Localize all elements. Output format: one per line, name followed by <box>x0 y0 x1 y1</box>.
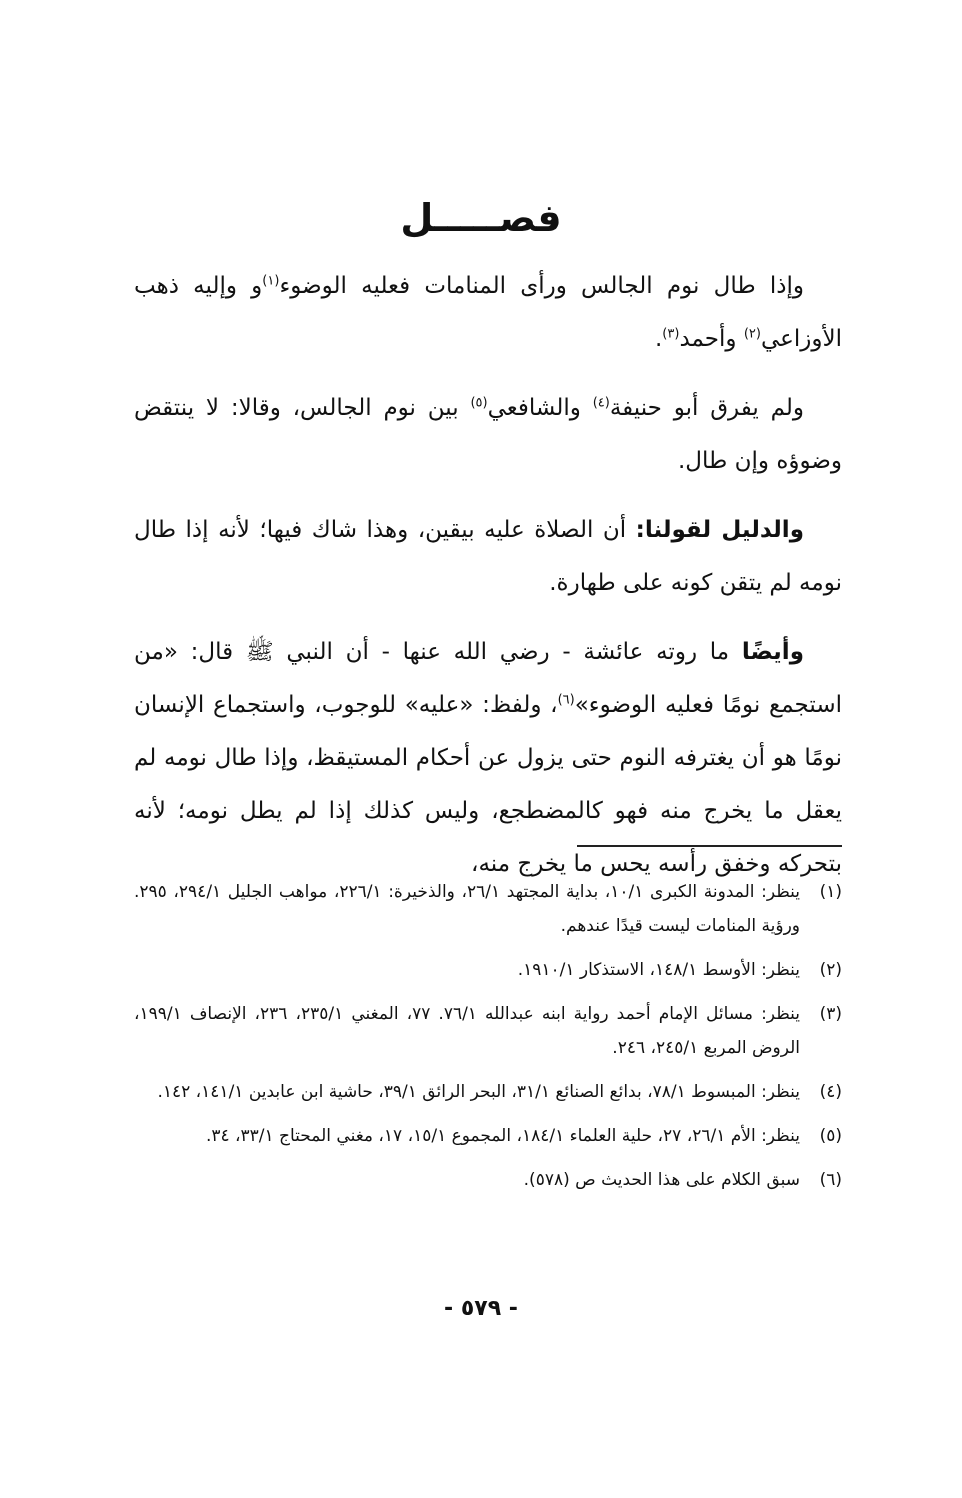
section-title: فصـــــل <box>400 196 562 240</box>
paragraph-2 <box>134 382 842 488</box>
paragraph-2-text-a: ولم يفرق أبو حنيفة <box>609 395 804 421</box>
footnote-ref-2: (٢) <box>743 326 761 342</box>
footnote-number: (٦) <box>819 1170 842 1190</box>
footnote-text: ينظر: الأم ٢٦/١، ٢٧، حلية العلماء ١٨٤/١، المجموع ١٥/١، ١٧، مغني المحتاج ٣٣/١، ٣٤. <box>205 1126 800 1146</box>
paragraph-1-text-d: . <box>654 326 663 352</box>
footnote-ref-6: (٦) <box>557 692 575 708</box>
footnotes <box>134 875 842 1207</box>
paragraph-2-text-c: بين نوم الجالس، وقالا: لا ينتقض وضوؤه وإن طال. <box>134 395 842 474</box>
paragraph-4-heading: وأيضًا <box>741 639 804 665</box>
paragraph-1-text-b: و وإليه ذهب الأوزاعي <box>134 273 842 352</box>
paragraph-3-text: أن الصلاة عليه بيقين، وهذا شاك فيها؛ لأنه إذا طال نومه لم يتقن كونه على طهارة. <box>134 517 842 596</box>
paragraph-3 <box>134 504 842 610</box>
paragraph-1-text-c: وأحمد <box>679 326 744 352</box>
paragraph-2-text-b: والشافعي <box>487 395 593 421</box>
footnote-text: ينظر: المبسوط ٧٨/١، بدائع الصنائع ٣١/١، البحر الرائق ٣٩/١، حاشية ابن عابدين ١٤١/١، ١٤٢. <box>157 1082 800 1102</box>
footnote-ref-5: (٥) <box>470 395 488 411</box>
footnote-4 <box>134 1075 842 1109</box>
footnote-ref-1: (١) <box>262 273 280 289</box>
footnote-number: (١) <box>819 882 842 902</box>
footnote-text: ينظر: الأوسط ١٤٨/١، الاستذكار ١٩١٠/١. <box>517 960 800 980</box>
footnote-number: (٥) <box>819 1126 842 1146</box>
paragraph-4-text-a: ما روته عائشة - رضي الله عنها - أن النبي ﷺ قال: «من استجمع نومًا فعليه الوضوء» <box>134 639 842 718</box>
paragraph-1-text-a: وإذا طال نوم الجالس ورأى المنامات فعليه الوضوء <box>279 273 804 299</box>
page-number: - ٥٧٩ - <box>444 1296 518 1321</box>
footnote-text: سبق الكلام على هذا الحديث ص (٥٧٨). <box>523 1170 800 1190</box>
footnote-number: (٣) <box>819 1004 842 1024</box>
footnote-1 <box>134 875 842 943</box>
footnote-text: ينظر: مسائل الإمام أحمد رواية ابنه عبدالله ٧٦/١. ٧٧، المغني ٢٣٥/١، ٢٣٦، الإنصاف ١٩٩/١، الروض المربع ٢٤٥/١، ٢٤٦. <box>134 1004 800 1058</box>
footnote-number: (٢) <box>819 960 842 980</box>
footnote-ref-4: (٤) <box>592 395 610 411</box>
footnote-number: (٤) <box>819 1082 842 1102</box>
footnote-2 <box>134 953 842 987</box>
footnote-ref-3: (٣) <box>662 326 680 342</box>
footnote-5 <box>134 1119 842 1153</box>
main-text <box>134 260 842 907</box>
footnote-6 <box>134 1163 842 1197</box>
footnote-separator <box>577 845 842 847</box>
paragraph-1 <box>134 260 842 366</box>
paragraph-3-heading: والدليل لقولنا: <box>635 517 804 543</box>
footnote-text: ينظر: المدونة الكبرى ١٠/١، بداية المجتهد ٢٦/١، والذخيرة: ٢٢٦/١، مواهب الجليل ٢٩٤/١، ٢٩٥. ورؤية المنامات ليست قيدًا عندهم. <box>134 882 801 936</box>
footnote-3 <box>134 997 842 1065</box>
paragraph-4-text-b: ، ولفظ: «عليه» للوجوب، واستجماع الإنسان نومًا هو أن يغترفه النوم حتى يزول عن أحكام المستيقظ، وإذا طال نومه لم يعقل ما يخرج منه فهو كالمضطجع، وليس كذلك إذا لم يطل نومه؛ لأنه بتحركه وخفق رأسه يحس ما يخرج منه، <box>134 692 842 877</box>
paragraph-4 <box>134 626 842 891</box>
